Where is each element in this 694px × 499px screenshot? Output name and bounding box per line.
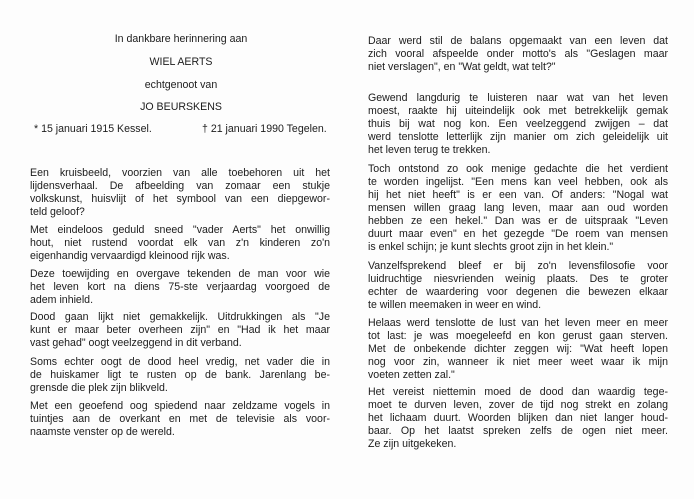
relation-text: echtgenoot van <box>144 79 218 91</box>
text-line: hij het niet heeft" is er een van. Of anders: "Nogal wat <box>368 189 668 201</box>
text-line: duurt maar even" en het gezegde "De roem van mensen <box>368 228 668 240</box>
text-line: Gewend langdurig te luisteren naar wat van het leven <box>368 92 668 104</box>
text-line: Toch ontstond zo ook menige gedachte die het verdient <box>368 163 668 175</box>
paragraph <box>368 317 668 382</box>
text-line: Vanzelfsprekend bleef er bij zo'n levensfilosofie voor <box>368 260 668 272</box>
text-line: het leven kort na diens 75-ste verjaardag voorgoed de <box>30 281 330 293</box>
paragraph <box>368 260 668 312</box>
paragraph <box>30 268 330 307</box>
text-line: voeten zetten zal." <box>368 369 455 381</box>
text-line: het leven terug te trekken. <box>368 144 491 156</box>
text-line: Een kruisbeeld, voorzien van alle toebehoren uit het <box>30 167 330 179</box>
paragraph <box>30 356 330 395</box>
paragraph <box>30 167 330 219</box>
text-line: thuis bij wat nog kon. Een veelzeggend zwijgen – dat <box>368 118 668 130</box>
intro-text: In dankbare herinnering aan <box>114 33 248 45</box>
text-line: Het vereist niettemin moed de dood dan waardig tege- <box>368 386 668 398</box>
text-line: hout, niet rustend voordat elk van z'n kinderen zo'n <box>30 237 330 249</box>
text-line: Met een geoefend oog spiedend naar zeldzame vogels in <box>30 400 330 412</box>
text-line: mensen willen graag lang leven, maar aan oud worden <box>368 202 668 214</box>
text-line: grensde die plek zijn blikveld. <box>30 382 168 394</box>
text-line: Daar werd stil de balans opgemaakt van een leven dat <box>368 35 668 47</box>
paragraph <box>30 311 330 350</box>
spouse-name: JO BEURSKENS <box>140 101 222 113</box>
paragraph <box>30 400 330 439</box>
paragraph <box>368 163 668 254</box>
text-line: luidruchtige niesvrienden weinig plaats. Des te groter <box>368 273 668 285</box>
text-line: Soms echter oogt de dood heel vredig, net vader die in <box>30 356 330 368</box>
text-line: teld geloof? <box>30 206 85 218</box>
text-line: Helaas werd tenslotte de lust van het leven meer en meer <box>368 317 668 329</box>
text-line: tuintjes aan de overkant en met de televisie als voor- <box>30 413 330 425</box>
text-line: adem inhield. <box>30 294 94 306</box>
text-line: Met de onbekende dichter zeggen wij: "Wat heeft lopen <box>368 343 668 355</box>
text-line: hebben ze een hekel." Dan was er de uitspraak "Leven <box>368 215 668 227</box>
text-line: Met eindeloos geduld sneed "vader Aerts" het onwillig <box>30 224 330 236</box>
text-line: echter de waardering voor degenen die bewezen elkaar <box>368 286 668 298</box>
text-line: Ze zijn uitgekeken. <box>368 438 457 450</box>
text-line: zich vooral afspeelde onder motto's als "Geslagen maar <box>368 48 668 60</box>
paragraph <box>368 92 668 157</box>
paragraph <box>30 224 330 263</box>
text-line: tot last: je was moegeleefd en kon gerust gaan sterven. <box>368 330 668 342</box>
text-line: niet verslagen", en "Wat geldt, wat telt?" <box>368 61 556 73</box>
text-line: kunt er maar beter overheen zijn" en "Had ik het maar <box>30 324 330 336</box>
deceased-name: WIEL AERTS <box>149 56 213 68</box>
birth-date: * 15 januari 1915 Kessel. <box>34 123 152 135</box>
text-line: te willen meemaken in weer en wind. <box>368 299 542 311</box>
text-line: werd tenslotte letterlijk zijn manier om zich geleidelijk uit <box>368 131 668 143</box>
text-line: baar. Op het laatst spreken zelfs de ogen niet meer. <box>368 425 668 437</box>
text-line: het lichaam duurt. Woorden blijken dan niet langer houd- <box>368 412 668 424</box>
text-line: lijdensverhaal. De afbeelding van zomaar een stukje <box>30 180 330 192</box>
text-line: naamste venster op de wereld. <box>30 426 175 438</box>
text-line: nog voor zin, wanneer ik niet meer weet waar ik mijn <box>368 356 668 368</box>
text-line: Deze toewijding en overgave tekenden de man voor wie <box>30 268 330 280</box>
text-line: vast gehad" oogt veelzeggend in dit verband. <box>30 337 242 349</box>
paragraph <box>368 35 668 74</box>
text-line: moet te durven leven, zover de tijd nog strekt en zolang <box>368 399 668 411</box>
paragraph <box>368 386 668 451</box>
text-line: eigenhandig vervaardigd kleinood rijk was. <box>30 250 230 262</box>
text-line: is enkel schijn; je kunt slechts groot zijn in het klein." <box>368 241 614 253</box>
text-line: Dood gaan lijkt niet gemakkelijk. Uitdrukkingen als "Je <box>30 311 330 323</box>
text-line: volkskunst, huisvlijt of het symbool van een diepgewor- <box>30 193 330 205</box>
death-date: † 21 januari 1990 Tegelen. <box>202 123 327 135</box>
text-line: de huiskamer ligt te rusten op de bank. Jarenlang be- <box>30 369 330 381</box>
text-line: moest, raakte hij uiteindelijk ook met betrekkelijk gemak <box>368 105 668 117</box>
text-line: te worden ingelijst. "Een mens kan veel hebben, ook als <box>368 176 668 188</box>
